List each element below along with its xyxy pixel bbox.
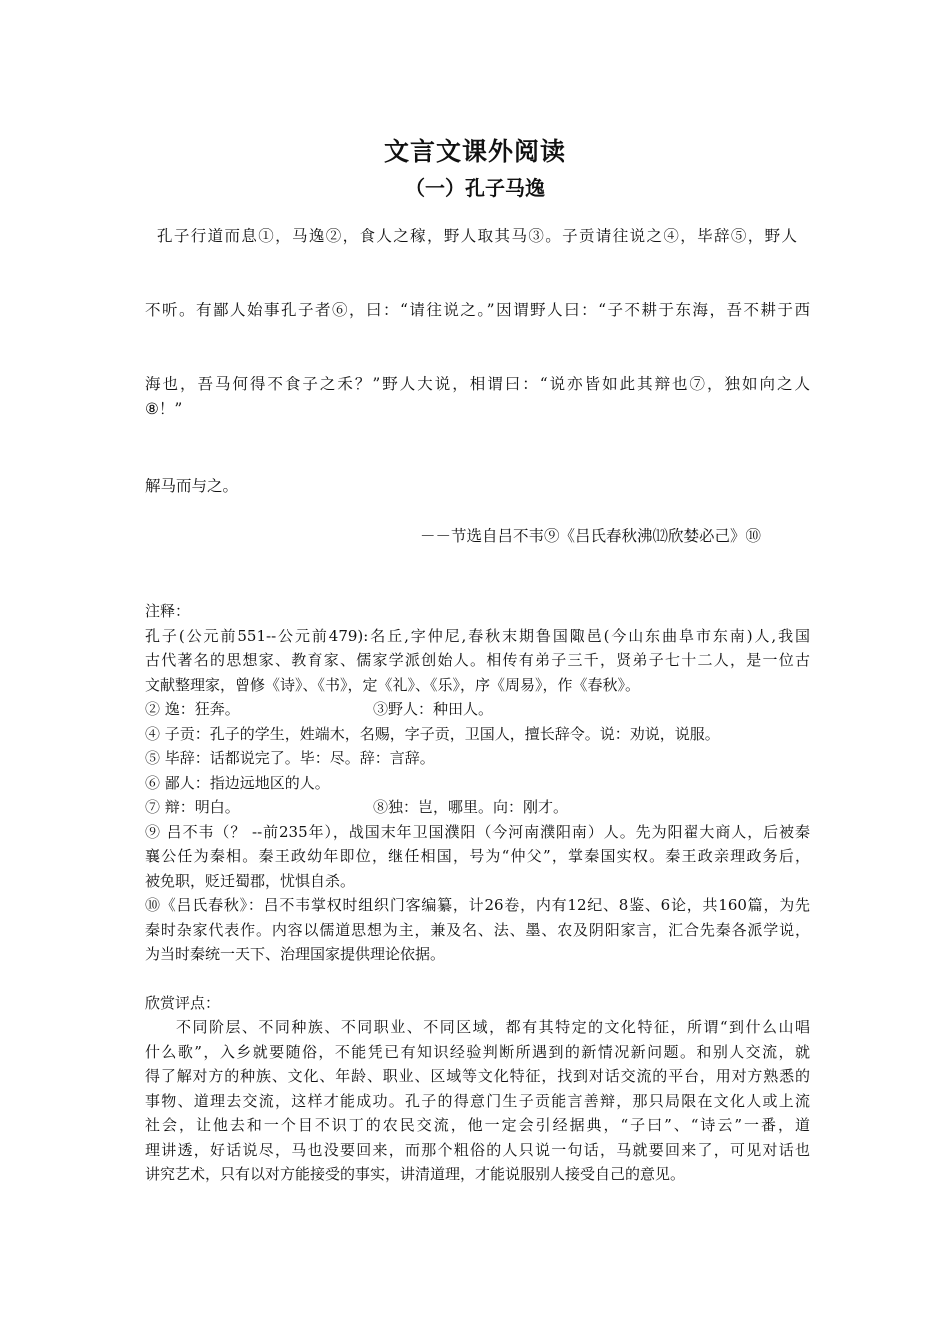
note-2-3-row <box>145 697 810 722</box>
note-10-line-3: 为当时秦统一天下、治理国家提供理论依据。 <box>145 945 446 963</box>
note-10-line-1: ⑩《吕氏春秋》：吕不韦掌权时组织门客编纂，计26卷，内有12纪、8鉴、6论，共160篇，为先 <box>145 896 810 914</box>
notes-heading: 注释： <box>145 602 191 620</box>
note-1-line-3: 文献整理家，曾修《诗》、《书》，定《礼》、《乐》，序《周易》，作《春秋》。 <box>145 675 641 694</box>
appreciation-line-6: 理讲透，好话说尽，马也没要回来，而那个粗俗的人只说一句话，马就要回来了，可见对话也 <box>145 1140 810 1159</box>
note-7-8-row <box>145 795 810 820</box>
text-line-2-content: 不听。有鄙人始事孔子者⑥，曰：“请往说之。”因谓野人曰：“子不耕于东海，吾不耕于西 <box>145 301 810 319</box>
note-1-line-1: 孔子(公元前551--公元前479):名丘,字仲尼,春秋末期鲁国陬邑(今山东曲阜市东南)人,我国 <box>145 626 810 645</box>
note-9-line-1: ⑨ 吕不韦（？ --前235年），战国末年卫国濮阳（今河南濮阳南）人。先为阳翟大商人，后被秦 <box>145 822 810 841</box>
text-line-4 <box>145 397 810 421</box>
text-line-2 <box>145 298 810 322</box>
note-6: ⑥ 鄙人：指边远地区的人。 <box>145 773 330 792</box>
note-10-line-2: 秦时杂家代表作。内容以儒道思想为主，兼及名、法、墨、农及阴阳家言，汇合先秦各派学说， <box>145 920 810 939</box>
text-line-5 <box>145 474 810 498</box>
text-line-3 <box>145 372 810 396</box>
note-8: ⑧独：岂，哪里。向：刚才。 <box>373 798 569 816</box>
note-1-line-2: 古代著名的思想家、教育家、儒家学派创始人。相传有弟子三千，贤弟子七十二人，是一位古 <box>145 651 810 669</box>
text-line-4-content: ⑧！” <box>145 400 183 418</box>
appreciation-heading: 欣赏评点： <box>145 993 221 1012</box>
note-9-line-2: 襄公任为秦相。秦王政幼年即位，继任相国，号为“仲父”，掌秦国实权。秦王政亲理政务后， <box>145 847 810 865</box>
page-subtitle: （一）孔子马逸 <box>405 176 545 200</box>
appreciation-line-2: 什么歌”，入乡就要随俗，不能凭已有知识经验判断所遇到的新情况新问题。和别人交流，就 <box>145 1042 810 1061</box>
appreciation-line-1: 不同阶层、不同种族、不同职业、不同区域，都有其特定的文化特征，所谓“到什么山唱 <box>176 1018 810 1036</box>
text-line-1 <box>157 224 797 248</box>
appreciation-line-3: 得了解对方的种族、文化、年龄、职业、区域等文化特征，找到对话交流的平台，用对方熟悉的 <box>145 1067 810 1085</box>
page-title: 文言文课外阅读 <box>383 137 566 166</box>
appreciation-line-4: 事物、道理去交流，这样才能成功。孔子的得意门生子贡能言善辩，那只局限在文化人或上流 <box>145 1091 810 1110</box>
text-line-3-content: 海也，吾马何得不食子之禾？”野人大说，相谓曰：“说亦皆如此其辩也⑦，独如向之人 <box>145 375 810 393</box>
note-9-line-3: 被免职，贬迁蜀郡，忧惧自杀。 <box>145 871 356 890</box>
note-2: ② 逸：狂奔。 <box>145 700 240 718</box>
appreciation-line-7: 讲究艺术，只有以对方能接受的事实，讲清道理，才能说服别人接受自己的意见。 <box>145 1165 686 1183</box>
source-citation: －－节选自吕不韦⑨《吕氏春秋沸⑿欣婪必己》⑩ <box>420 527 762 545</box>
note-7: ⑦ 辩：明白。 <box>145 798 240 816</box>
notes-section <box>145 599 810 1187</box>
note-3: ③野人：种田人。 <box>373 700 494 718</box>
appreciation-line-5: 社会，让他去和一个目不识丁的农民交流，他一定会引经据典，“子曰”、“诗云”一番，道 <box>145 1116 810 1134</box>
text-line-1-content: 孔子行道而息①，马逸②，食人之稼，野人取其马③。子贡请往说之④，毕辞⑤，野人 <box>157 227 797 245</box>
note-5: ⑤ 毕辞：话都说完了。毕：尽。辞：言辞。 <box>145 749 435 767</box>
text-line-5-content: 解马而与之。 <box>145 477 239 495</box>
note-4: ④ 子贡：孔子的学生，姓端木，名赐，字子贡，卫国人，擅长辞令。说：劝说，说服。 <box>145 724 720 743</box>
